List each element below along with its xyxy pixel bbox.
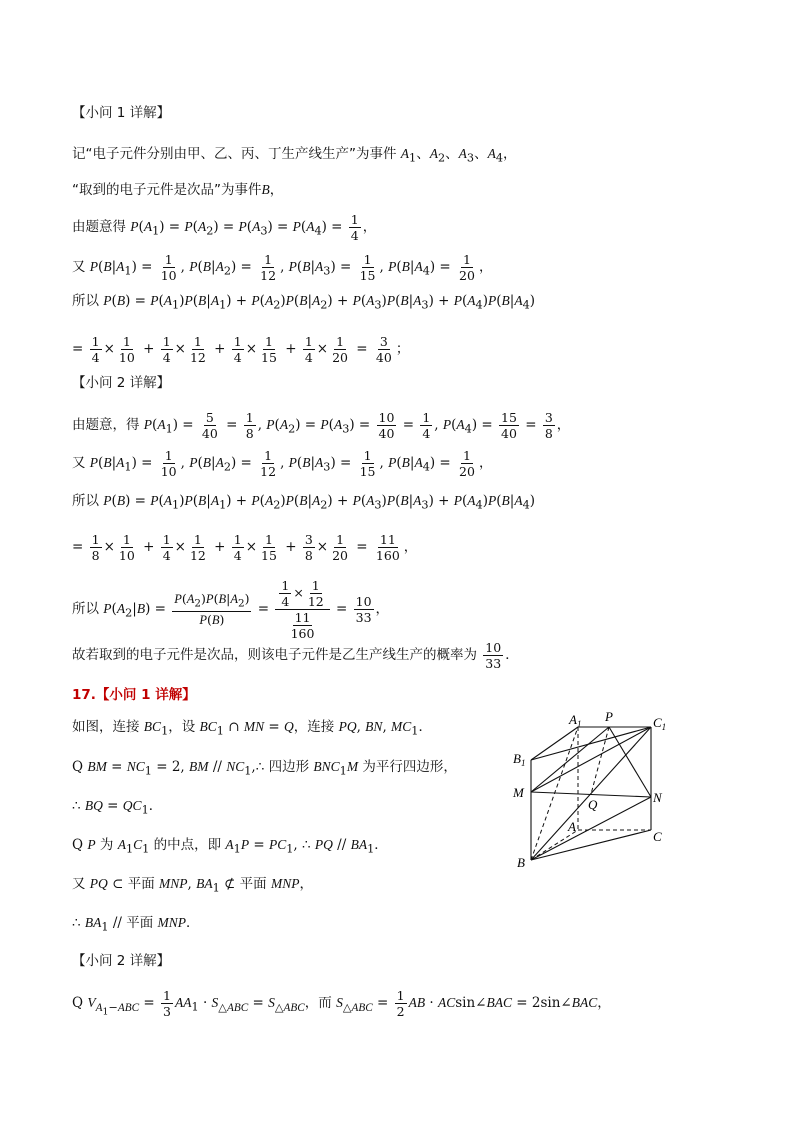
- part1-line1: 记“电子元件分别由甲、乙、丙、丁生产线生产”为事件 $A_1$、$A_2$、$A_3$、$A_4$，: [72, 146, 517, 165]
- q17-heading: 17.【小问 1 详解】: [72, 687, 196, 703]
- q17-line2: Q BM = $NC_1 = 2$, BM // $NC_1,\therefore$ 四边形 $BNC_1M$ 为平行四边形，: [72, 759, 457, 778]
- part1-heading: 【小问 1 详解】: [72, 105, 171, 121]
- part2-line6: 故若取到的电子元件是次品，则该电子元件是乙生产线生产的概率为 $\frac{10}{33}$ ．: [72, 640, 519, 671]
- part2-line3: 所以 $P(B) = P(A_1)P(B|A_1) + P(A_2)P(B|A_2) + P(A_3)P(B|A_3) + P(A_4)P(B|A_4)$: [72, 493, 536, 512]
- label-A: A: [568, 819, 576, 834]
- part2-heading: 【小问 2 详解】: [72, 375, 171, 391]
- q17-line6: ∴ $BA_1$ // 平面 MNP．: [72, 915, 200, 934]
- part1-line4: 又 $P(B|A_1)$ = $\frac{1}{10}$ , $P(B|A_2)$ = $\frac{1}{12}$ , $P(B|A_3)$ = $\frac{1}{15}$ , $P(B|A_4)$ = $\frac{1}{20}$ ，: [72, 252, 493, 283]
- part2-line2: 又 $P(B|A_1)$ = $\frac{1}{10}$ , $P(B|A_2)$ = $\frac{1}{12}$ , $P(B|A_3)$ = $\frac{1}{15}$ , $P(B|A_4)$ = $\frac{1}{20}$ ，: [72, 448, 493, 479]
- label-C: C: [653, 829, 662, 844]
- part2-line4: = $\frac{1}{8}$ × $\frac{1}{10}$ + $\frac{1}{4}$ × $\frac{1}{12}$ + $\frac{1}{4}$ × $\frac{1}{15}$ + $\frac{3}{8}$ × $\frac{1}{20}$ = $\frac{11}{160}$ ，: [72, 532, 418, 563]
- part1-line3: 由题意得 $P(A_1) = P(A_2) = P(A_3) = P(A_4)$ = $\frac{1}{4}$ ，: [72, 212, 377, 243]
- label-M: M: [513, 785, 524, 800]
- part1-line6: = $\frac{1}{4}$ × $\frac{1}{10}$ + $\frac{1}{4}$ × $\frac{1}{12}$ + $\frac{1}{4}$ × $\frac{1}{15}$ + $\frac{1}{4}$ × $\frac{1}{20}$ = $\frac{3}{40}$ ；: [72, 334, 410, 365]
- part1-line5: 所以 $P(B) = P(A_1)P(B|A_1) + P(A_2)P(B|A_2) + P(A_3)P(B|A_3) + P(A_4)P(B|A_4)$: [72, 293, 536, 312]
- label-A1: $A_1$: [569, 712, 582, 729]
- label-Q: Q: [588, 797, 598, 812]
- q17-line3: ∴ BQ = $QC_1$．: [72, 798, 163, 817]
- q17-heading2: 【小问 2 详解】: [72, 953, 171, 969]
- part2-line1: 由题意，得 $P(A_1)$ = $\frac{5}{40}$ = $\frac{1}{8}$ , $P(A_2) = P(A_3)$ = $\frac{10}{40}$ = $\frac{1}{4}$ , $P(A_4)$ = $\frac{15}{40}$ = $\frac{3}{8}$ ，: [72, 410, 571, 441]
- part2-line5: 所以 $P(A_2|B)$ = $\frac{P(A_2)P(B|A_2)}{P(B)}$ = $\frac{1}{4}$ × $\frac{1}{12}$ $\frac{11}{160}$ = $\frac{10}{33}$ ，: [72, 578, 390, 641]
- q17-line4: Q P 为 $A_1C_1$ 的中点，即 $A_1P = PC_1$, ∴ PQ // $BA_1$．: [72, 837, 388, 856]
- label-N: N: [653, 790, 662, 805]
- label-C1: $C_1$: [653, 715, 667, 732]
- q17-line1: 如图，连接 $BC_1$，设 $BC_1$ ∩ MN = Q，连接 PQ, BN, $MC_1$．: [72, 719, 432, 738]
- label-P: P: [605, 709, 613, 724]
- q17-line5: 又 PQ ⊂ 平面 MNP, $BA_1$ ⊄ 平面 MNP，: [72, 876, 313, 895]
- prism-figure: [505, 705, 685, 875]
- label-B1: $B_1$: [513, 751, 526, 768]
- label-B: B: [517, 855, 525, 870]
- q17-line7: Q $V_{A_1-ABC}$ = $\frac{1}{3}$ $AA_1 \cdot S_{\triangle ABC} = S_{\triangle ABC}$，而 $S_{\triangle ABC}$ = $\frac{1}{2}$ AB · ACsin∠BAC = 2sin∠BAC，: [72, 988, 611, 1019]
- part1-line2: “取到的电子元件是次品”为事件B，: [72, 182, 284, 198]
